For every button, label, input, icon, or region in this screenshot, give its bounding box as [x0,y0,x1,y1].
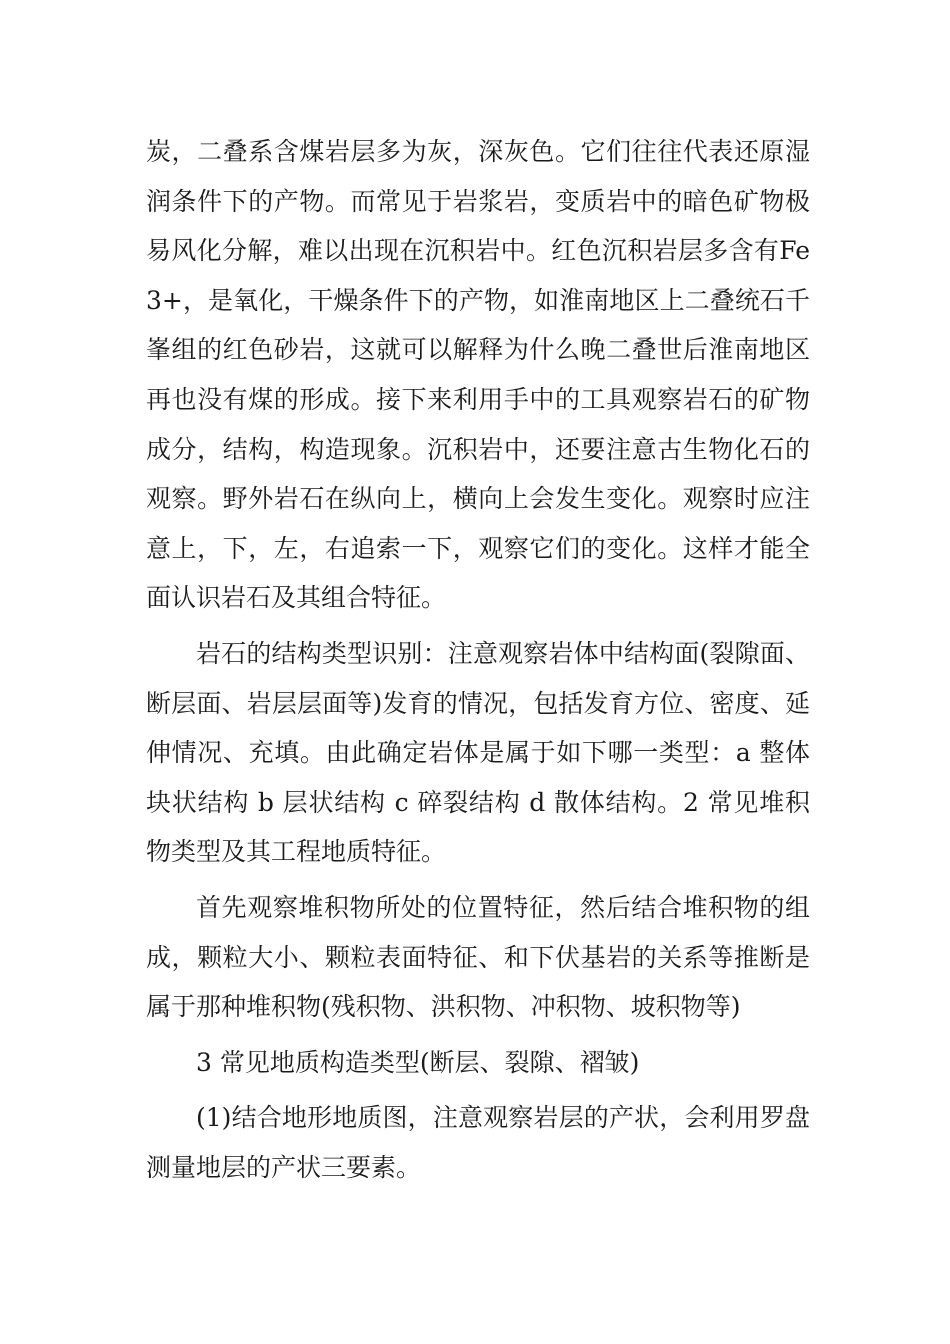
document-body [146,127,810,1192]
paragraph-rock-structure: 岩石的结构类型识别：注意观察岩体中结构面(裂隙面、断层面、岩层层面等)发育的情况，包括发育方位、密度、延伸情况、充填。由此确定岩体是属于如下哪一类型：a 整体块状结构 b 层状结构 c 碎裂结构 d 散体结构。2 常见堆积物类型及其工程地质特征。 [146,638,810,867]
paragraph-deposit-observation: 首先观察堆积物所处的位置特征，然后结合堆积物的组成，颗粒大小、颗粒表面特征、和下伏基岩的关系等推断是属于那种堆积物(残积物、洪积物、冲积物、坡积物等) [146,892,810,1022]
section-heading-geologic-structure: 3 常见地质构造类型(断层、裂隙、褶皱) [196,1047,640,1077]
paragraph-attitude-measurement: (1)结合地形地质图，注意观察岩层的产状，会利用罗盘测量地层的产状三要素。 [146,1103,810,1182]
paragraph-continued: 炭，二叠系含煤岩层多为灰，深灰色。它们往往代表还原湿润条件下的产物。而常见于岩浆岩，变质岩中的暗色矿物极易风化分解，难以出现在沉积岩中。红色沉积岩层多含有Fe3+，是氧化，干燥条件下的产物，如淮南地区上二叠统石千峯组的红色砂岩，这就可以解释为什么晚二叠世后淮南地区再也没有煤的形成。接下来利用手中的工具观察岩石的矿物成分，结构，构造现象。沉积岩中，还要注意古生物化石的观察。野外岩石在纵向上，横向上会发生变化。观察时应注意上，下，左，右追索一下，观察它们的变化。这样才能全面认识岩石及其组合特征。 [146,137,810,613]
